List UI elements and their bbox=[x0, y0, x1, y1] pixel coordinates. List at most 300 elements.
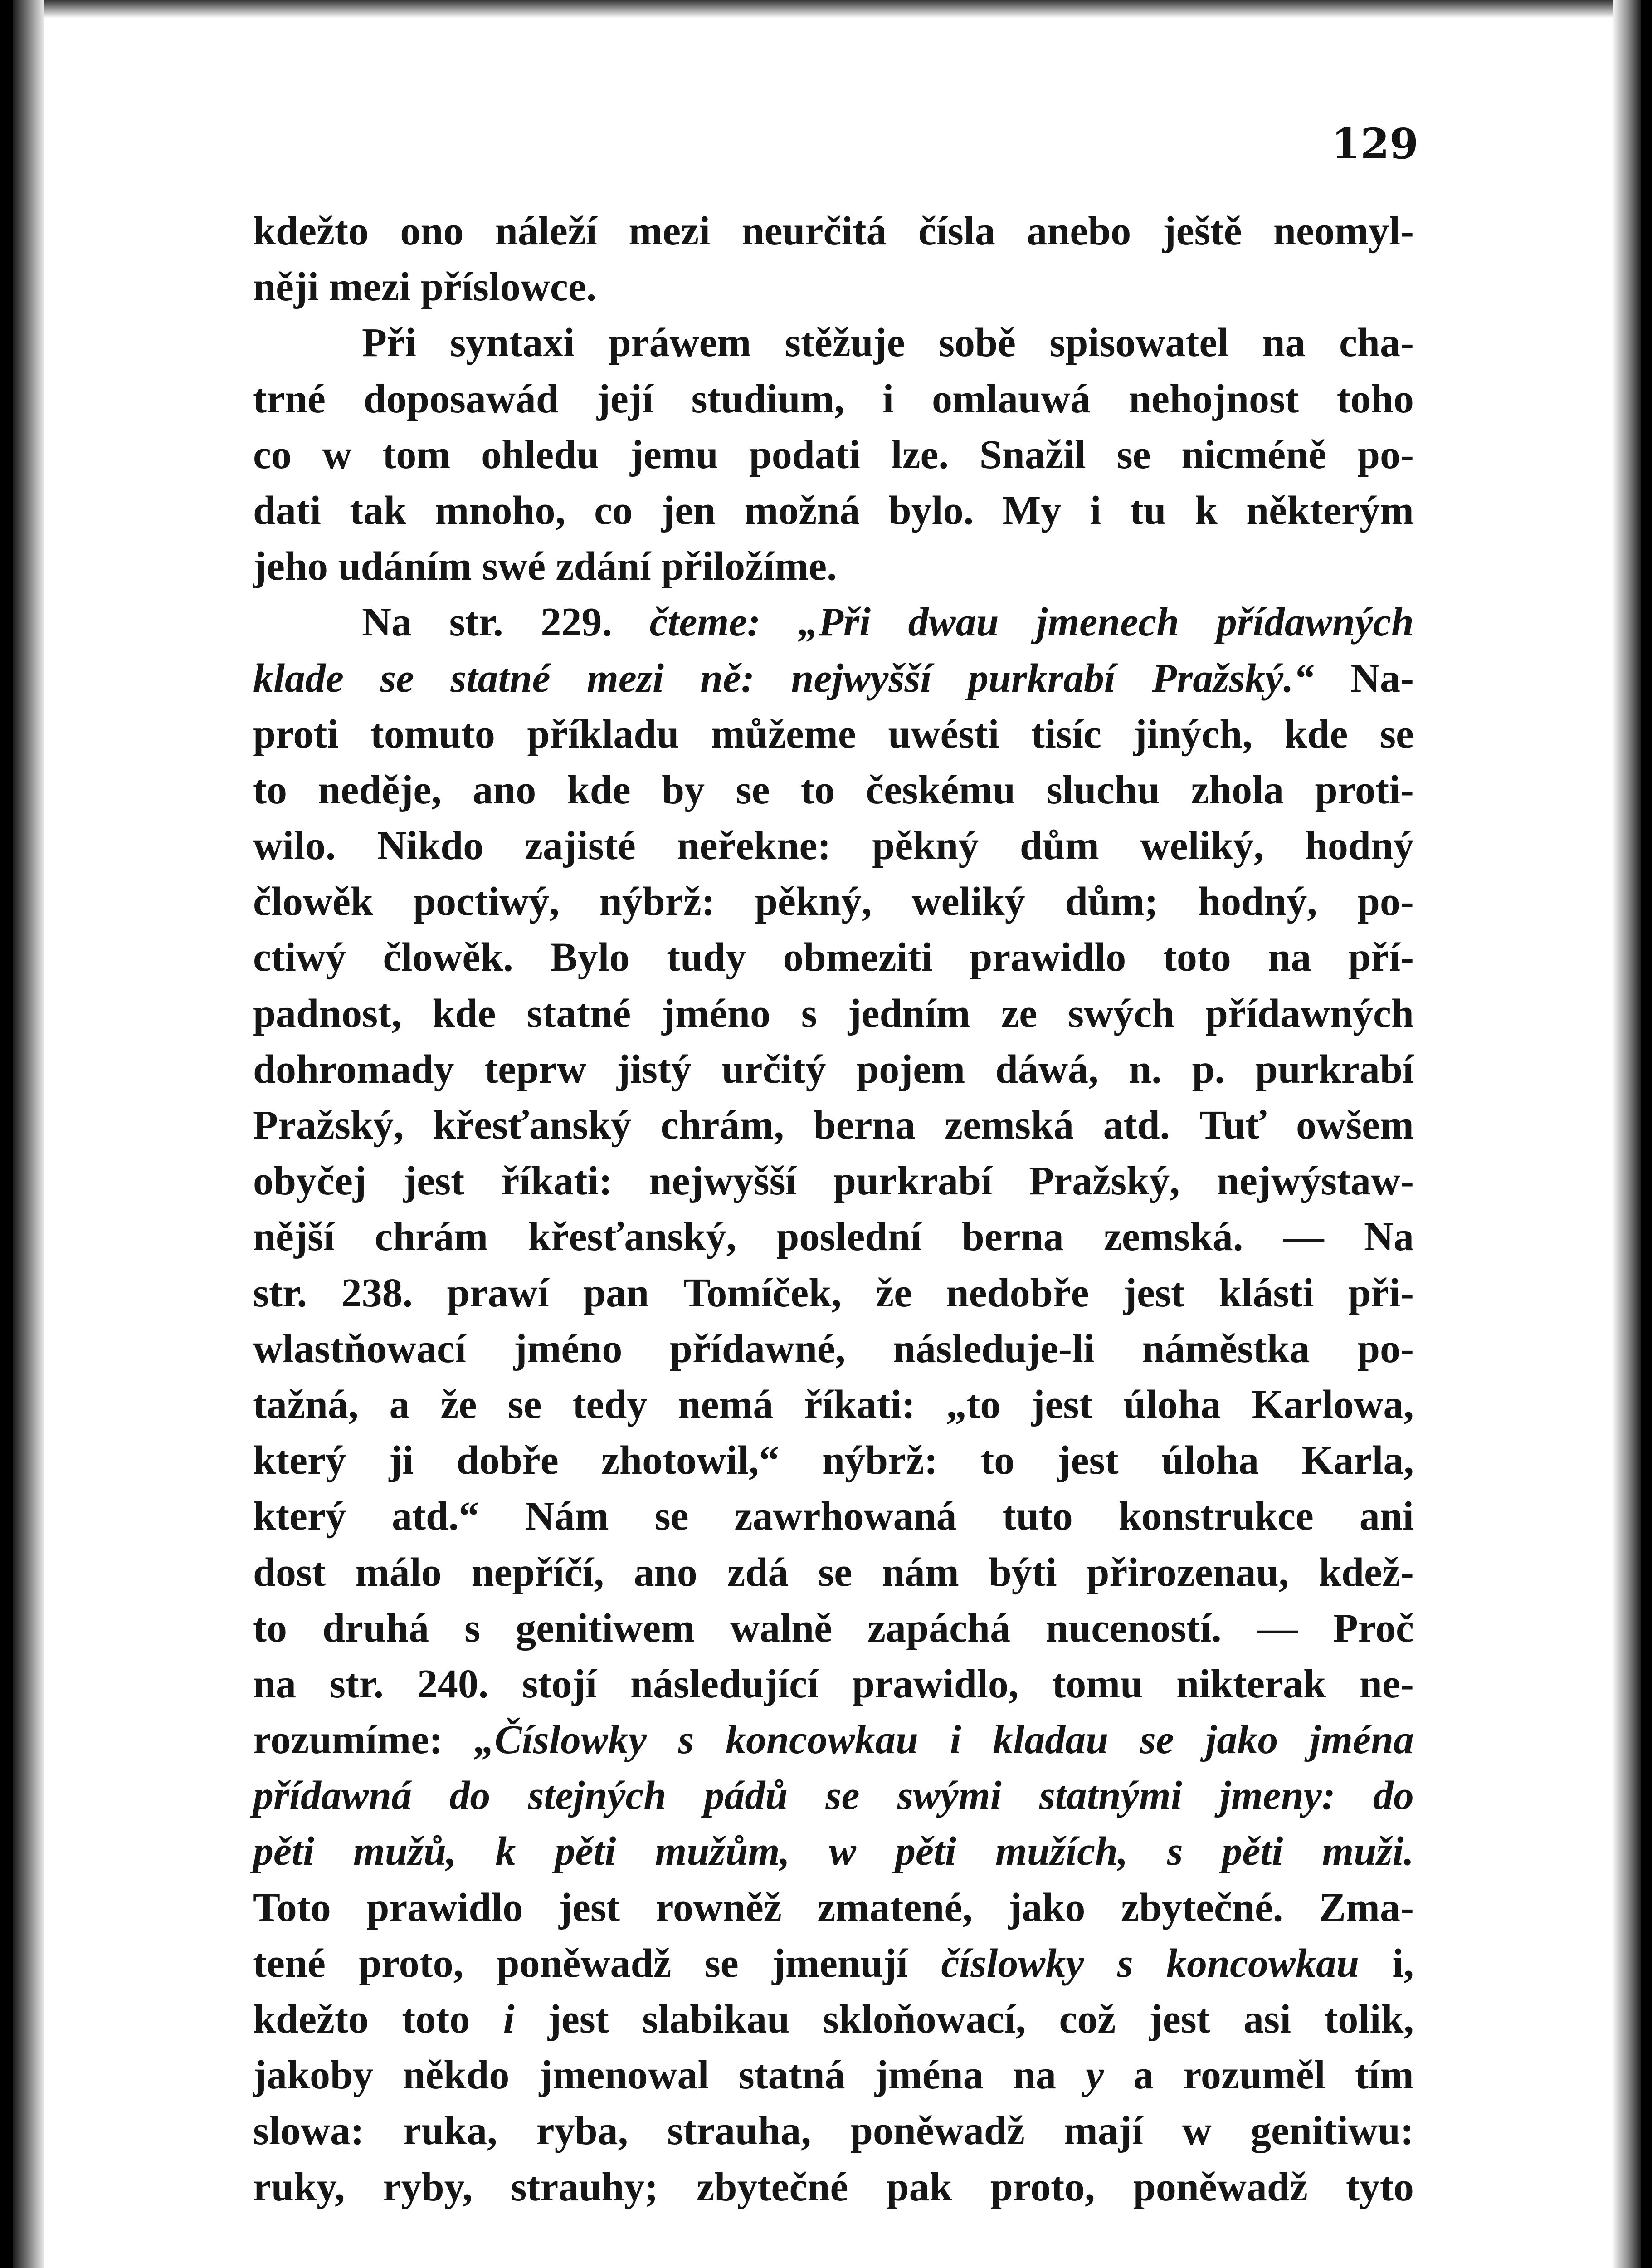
word: chrám bbox=[375, 1214, 488, 1260]
page-edge-left bbox=[13, 0, 44, 2268]
word: to bbox=[253, 767, 287, 812]
text-line bbox=[253, 483, 1414, 538]
word: na bbox=[1013, 2053, 1057, 2098]
word: stěžuje bbox=[785, 320, 905, 366]
word: zdá bbox=[727, 1549, 789, 1595]
word: berna bbox=[813, 1103, 916, 1148]
word: proto, bbox=[990, 2164, 1095, 2209]
word: nýbrž: bbox=[822, 1438, 938, 1483]
word: statnými bbox=[1039, 1773, 1182, 1818]
word: určitý bbox=[721, 1046, 826, 1092]
word: ruky, bbox=[253, 2164, 345, 2209]
text-line bbox=[253, 594, 1414, 650]
scanned-page bbox=[13, 0, 1641, 2268]
text-line bbox=[253, 762, 1414, 818]
word: prawidlo, bbox=[852, 1661, 1019, 1706]
word: jest bbox=[547, 1997, 609, 2042]
word: Tomíček, bbox=[683, 1270, 842, 1315]
word: pěti bbox=[253, 1829, 314, 1874]
word: atd. bbox=[1103, 1103, 1170, 1148]
word: asi bbox=[1243, 1997, 1291, 2042]
text-line bbox=[253, 427, 1414, 483]
word: Zma- bbox=[1319, 1885, 1414, 1930]
word: Snažil bbox=[979, 432, 1086, 477]
word: Proč bbox=[1333, 1605, 1414, 1651]
word: ono bbox=[400, 209, 464, 254]
word: práwem bbox=[608, 320, 751, 366]
word: poněwadž bbox=[850, 2108, 1025, 2154]
word: jedním bbox=[848, 991, 970, 1036]
word: dům; bbox=[1065, 879, 1158, 924]
word: konstrukce bbox=[1118, 1494, 1314, 1539]
word: přídawných bbox=[1205, 991, 1414, 1036]
word: wilo. bbox=[253, 823, 336, 869]
word: nejwýstaw- bbox=[1217, 1158, 1414, 1204]
text-line bbox=[253, 538, 1414, 594]
text-line bbox=[253, 929, 1414, 985]
page-edge-top bbox=[13, 0, 1641, 18]
word: tak bbox=[350, 488, 407, 533]
word: jiných, bbox=[1133, 711, 1252, 757]
word: proti bbox=[253, 711, 339, 757]
word: přirozenau, bbox=[1087, 1549, 1289, 1595]
word: prawidlo bbox=[970, 935, 1126, 980]
word: slowa: bbox=[253, 2108, 364, 2154]
word: statné bbox=[526, 991, 631, 1036]
word: na bbox=[1262, 320, 1306, 366]
word: Pražský, bbox=[1029, 1158, 1180, 1204]
word: ohledu bbox=[481, 432, 599, 477]
page-edge-right bbox=[1613, 0, 1641, 2268]
word: poslední bbox=[776, 1214, 922, 1260]
word: poněwadž bbox=[497, 1941, 672, 1986]
word: s bbox=[1117, 1941, 1133, 1986]
word: jest bbox=[1057, 1438, 1119, 1483]
word: to bbox=[253, 1605, 287, 1651]
word: Pražský.“ bbox=[1152, 655, 1314, 701]
word: tolik, bbox=[1324, 1997, 1414, 2042]
word: jmenují bbox=[772, 1941, 908, 1986]
word: přídawná bbox=[253, 1773, 412, 1818]
word: strauha, bbox=[667, 2108, 811, 2154]
word: uwésti bbox=[888, 711, 999, 757]
text-line bbox=[253, 1991, 1414, 2047]
word: po- bbox=[1357, 879, 1414, 924]
word: který bbox=[253, 1438, 346, 1483]
word: na bbox=[1268, 935, 1311, 980]
word: trné bbox=[253, 376, 326, 421]
word: proto, bbox=[359, 1941, 464, 1986]
word: se bbox=[704, 1941, 739, 1986]
word: úloha bbox=[1161, 1438, 1259, 1483]
word: pěkný bbox=[872, 823, 979, 869]
word: člowěk. bbox=[383, 935, 513, 980]
word: přídawných bbox=[1216, 600, 1414, 645]
word: někdo bbox=[403, 2053, 510, 2098]
word: přiložíme. bbox=[661, 544, 837, 589]
word: sobě bbox=[938, 320, 1016, 366]
word: křesťanský, bbox=[528, 1214, 736, 1260]
word: „Při bbox=[798, 600, 871, 645]
word: ji bbox=[389, 1438, 414, 1483]
word: Toto bbox=[253, 1885, 331, 1930]
word: nemá bbox=[678, 1382, 774, 1427]
word: hodný bbox=[1305, 823, 1414, 869]
word: s bbox=[801, 991, 817, 1036]
word: málo bbox=[355, 1549, 442, 1595]
word: koncowkau bbox=[725, 1717, 919, 1763]
word: křesťanský bbox=[433, 1103, 632, 1148]
word: při- bbox=[1348, 1270, 1414, 1315]
word: se bbox=[736, 767, 770, 812]
word: k bbox=[495, 1829, 516, 1874]
word: i bbox=[882, 376, 894, 421]
word: rowněž bbox=[655, 1885, 782, 1930]
word: přídawné, bbox=[669, 1326, 846, 1371]
text-line bbox=[253, 2047, 1414, 2103]
word: bylo. bbox=[888, 488, 974, 533]
word: zmatené, bbox=[817, 1885, 973, 1930]
word: proti- bbox=[1315, 767, 1414, 812]
word: tom bbox=[382, 432, 451, 477]
word: jest bbox=[1149, 1997, 1210, 2042]
word: Nikdo bbox=[377, 823, 484, 869]
word: jeho bbox=[253, 544, 328, 589]
word: obmeziti bbox=[783, 935, 933, 980]
word: 240. bbox=[417, 1661, 489, 1706]
word: i bbox=[503, 1997, 515, 2042]
word: prawidlo bbox=[366, 1885, 523, 1930]
word: mužům, bbox=[655, 1829, 790, 1874]
word: se bbox=[507, 1382, 542, 1427]
word: tomu bbox=[1052, 1661, 1143, 1706]
word: kladau bbox=[993, 1717, 1109, 1763]
text-line bbox=[253, 1936, 1414, 1991]
word: se bbox=[1116, 432, 1151, 477]
word: ještě bbox=[1162, 209, 1242, 254]
word: zemská. bbox=[1103, 1214, 1243, 1260]
word: hodný, bbox=[1198, 879, 1317, 924]
word: neřekne: bbox=[677, 823, 831, 869]
word: náměstka bbox=[1142, 1326, 1310, 1371]
word: zdání bbox=[556, 544, 651, 589]
word: neomyl- bbox=[1273, 209, 1414, 254]
word: statné bbox=[450, 655, 551, 701]
word: pěti bbox=[895, 1829, 956, 1874]
word: omlauwá bbox=[932, 376, 1091, 421]
word: str. bbox=[253, 1270, 307, 1315]
word: příslowce. bbox=[420, 264, 597, 310]
word: jako bbox=[1008, 1885, 1086, 1930]
word: pří- bbox=[1348, 935, 1414, 980]
word: Karla, bbox=[1301, 1438, 1414, 1483]
word: následuje-li bbox=[892, 1326, 1095, 1371]
word: ze bbox=[1001, 991, 1038, 1036]
word: nepříčí, bbox=[471, 1549, 604, 1595]
word: tedy bbox=[572, 1382, 648, 1427]
word: druhá bbox=[322, 1605, 429, 1651]
text-line bbox=[253, 1265, 1414, 1321]
word: do bbox=[1373, 1773, 1414, 1818]
word: s bbox=[1167, 1829, 1183, 1874]
word: y bbox=[1086, 2053, 1104, 2098]
word: i bbox=[950, 1717, 961, 1763]
word: syntaxi bbox=[450, 320, 575, 366]
word: nicméně bbox=[1181, 432, 1327, 477]
word: mužích, bbox=[995, 1829, 1128, 1874]
word: pan bbox=[583, 1270, 649, 1315]
word: dohromady bbox=[253, 1046, 454, 1092]
word: se bbox=[1140, 1717, 1174, 1763]
word: že bbox=[876, 1270, 912, 1315]
word: ruka, bbox=[403, 2108, 497, 2154]
word: možná bbox=[744, 488, 860, 533]
word: jest bbox=[1123, 1270, 1184, 1315]
word: dobře bbox=[456, 1438, 559, 1483]
word: kde bbox=[432, 991, 496, 1036]
text-line bbox=[253, 2159, 1414, 2215]
word: tisíc bbox=[1031, 711, 1101, 757]
word: a bbox=[389, 1382, 410, 1427]
text-line bbox=[253, 1432, 1414, 1488]
word: nejwyšší bbox=[649, 1158, 797, 1204]
word: zhotowil,“ bbox=[601, 1438, 780, 1483]
word: genitiwu: bbox=[1250, 2108, 1414, 2154]
word: jméno bbox=[662, 991, 770, 1036]
word: purkrabí bbox=[1255, 1046, 1414, 1092]
text-line bbox=[253, 371, 1414, 427]
word: dwau bbox=[908, 600, 999, 645]
word: w bbox=[1182, 2108, 1212, 2154]
word: některým bbox=[1246, 488, 1414, 533]
word: pěkný, bbox=[755, 879, 872, 924]
word: mezi bbox=[629, 209, 711, 254]
text-line bbox=[253, 1712, 1414, 1768]
text-line bbox=[253, 1823, 1414, 1879]
word: w bbox=[829, 1829, 857, 1874]
word: i, bbox=[1392, 1941, 1414, 1986]
word: nedobře bbox=[946, 1270, 1089, 1315]
word: čteme: bbox=[649, 600, 761, 645]
word: jména bbox=[874, 2053, 984, 2098]
word: statná bbox=[738, 2053, 845, 2098]
word: „to bbox=[946, 1382, 1001, 1427]
word: nehojnost bbox=[1128, 376, 1299, 421]
word: zhola bbox=[1191, 767, 1284, 812]
word: Karlowa, bbox=[1252, 1382, 1414, 1427]
text-line bbox=[253, 203, 1414, 259]
word: chrám, bbox=[660, 1103, 784, 1148]
word: udáním bbox=[338, 544, 472, 589]
word: rozuměl bbox=[1183, 2053, 1325, 2098]
word: koncowkau bbox=[1166, 1941, 1360, 1986]
word: jmeny: bbox=[1219, 1773, 1335, 1818]
word: tažná, bbox=[253, 1382, 359, 1427]
word: ryba, bbox=[536, 2108, 629, 2154]
word: jest bbox=[559, 1885, 620, 1930]
text-line bbox=[253, 315, 1414, 371]
word: člowěk bbox=[253, 879, 373, 924]
word: do bbox=[449, 1773, 491, 1818]
word: dům bbox=[1019, 823, 1099, 869]
text-line bbox=[253, 1321, 1414, 1377]
word: dati bbox=[253, 488, 322, 533]
word: strauhy; bbox=[511, 2164, 658, 2209]
text-line bbox=[253, 1041, 1414, 1097]
word: kdežto bbox=[253, 209, 369, 254]
word: říkati: bbox=[804, 1382, 916, 1427]
word: mužů, bbox=[353, 1829, 457, 1874]
word: tu bbox=[1130, 488, 1166, 533]
word: náleží bbox=[495, 209, 597, 254]
word: My bbox=[1002, 488, 1062, 533]
text-line bbox=[253, 1377, 1414, 1432]
word: kde bbox=[567, 767, 631, 812]
text-line bbox=[253, 986, 1414, 1041]
word: zbytečné bbox=[696, 2164, 848, 2209]
word: a bbox=[1133, 2053, 1154, 2098]
word: nám bbox=[882, 1549, 959, 1595]
word: na bbox=[253, 1661, 297, 1706]
word: nejwyšší bbox=[791, 655, 932, 701]
word: klade bbox=[253, 655, 344, 701]
word: k bbox=[1194, 488, 1218, 533]
word: slabikau bbox=[642, 1997, 790, 2042]
word: doposawád bbox=[363, 376, 559, 421]
word: berna bbox=[961, 1214, 1064, 1260]
word: tudy bbox=[667, 935, 746, 980]
text-line bbox=[253, 706, 1414, 762]
word: purkrabí bbox=[833, 1158, 993, 1204]
word: nější bbox=[253, 1214, 335, 1260]
word: podati bbox=[749, 432, 860, 477]
word: padnost, bbox=[253, 991, 402, 1036]
word: se bbox=[818, 1549, 853, 1595]
text-line bbox=[253, 818, 1414, 874]
word: wlastňowací bbox=[253, 1326, 466, 1371]
word: zajisté bbox=[524, 823, 636, 869]
word: jméno bbox=[513, 1326, 623, 1371]
word: str. bbox=[449, 600, 503, 645]
text-line bbox=[253, 259, 1414, 315]
word: sluchu bbox=[1046, 767, 1160, 812]
word: ctiwý bbox=[253, 935, 346, 980]
word: říkati: bbox=[501, 1158, 613, 1204]
word: jmenech bbox=[1036, 600, 1179, 645]
text-line bbox=[253, 1600, 1414, 1656]
word: neděje, bbox=[318, 767, 442, 812]
word: genitiwem bbox=[516, 1605, 695, 1651]
word: něji bbox=[253, 264, 319, 310]
word: pak bbox=[886, 2164, 952, 2209]
word: swé bbox=[482, 544, 546, 589]
word: spisowatel bbox=[1049, 320, 1229, 366]
word: se bbox=[380, 655, 414, 701]
word: swých bbox=[1068, 991, 1175, 1036]
word: mezi bbox=[329, 264, 411, 310]
word: poněwadž bbox=[1133, 2164, 1308, 2209]
word: ne- bbox=[1359, 1661, 1414, 1706]
word: číslowky bbox=[941, 1941, 1084, 1986]
word: který bbox=[253, 1494, 346, 1539]
text-line bbox=[253, 1768, 1414, 1823]
word: Bylo bbox=[550, 935, 630, 980]
word: pěti bbox=[555, 1829, 616, 1874]
word: owšem bbox=[1296, 1103, 1414, 1148]
word: weliký bbox=[911, 879, 1025, 924]
word: i bbox=[1090, 488, 1101, 533]
word: nikterak bbox=[1176, 1661, 1326, 1706]
word: což bbox=[1059, 1997, 1116, 2042]
word: Pražský, bbox=[253, 1103, 404, 1148]
word: zawrhowaná bbox=[734, 1494, 957, 1539]
word: nýbrž: bbox=[599, 879, 715, 924]
word: tuto bbox=[1002, 1494, 1073, 1539]
text-line bbox=[253, 1097, 1414, 1153]
word: — bbox=[1257, 1605, 1298, 1651]
body-text bbox=[253, 203, 1414, 2215]
word: se bbox=[1380, 711, 1414, 757]
word: kde bbox=[1284, 711, 1348, 757]
word: „Číslowky bbox=[474, 1717, 647, 1763]
word: jest bbox=[403, 1158, 465, 1204]
word: dáwá, bbox=[995, 1046, 1099, 1092]
word: Na bbox=[362, 600, 412, 645]
word: lze. bbox=[891, 432, 949, 477]
word: teprw bbox=[484, 1046, 587, 1092]
text-line bbox=[253, 650, 1414, 706]
word: 229. bbox=[541, 600, 612, 645]
word: s bbox=[464, 1605, 481, 1651]
word: mají bbox=[1063, 2108, 1143, 2154]
word: — bbox=[1283, 1214, 1324, 1260]
word: jakoby bbox=[253, 2053, 374, 2098]
word: jemu bbox=[630, 432, 718, 477]
word: stejných bbox=[528, 1773, 667, 1818]
word: mezi bbox=[586, 655, 664, 701]
word: prawí bbox=[447, 1270, 549, 1315]
word: co bbox=[594, 488, 633, 533]
text-line bbox=[253, 1656, 1414, 1712]
word: p. bbox=[1192, 1046, 1225, 1092]
word: atd.“ bbox=[391, 1494, 479, 1539]
word: toho bbox=[1336, 376, 1414, 421]
word: že bbox=[440, 1382, 477, 1427]
word: zemská bbox=[945, 1103, 1074, 1148]
word: poctiwý, bbox=[413, 879, 560, 924]
word: Na bbox=[1364, 1214, 1414, 1260]
word: Tuť bbox=[1199, 1103, 1267, 1148]
word: se bbox=[825, 1773, 860, 1818]
word: ano bbox=[634, 1549, 697, 1595]
word: cha- bbox=[1339, 320, 1414, 366]
word: můžeme bbox=[711, 711, 856, 757]
word: co bbox=[253, 432, 292, 477]
word: toto bbox=[402, 1997, 470, 2042]
word: swými bbox=[897, 1773, 1002, 1818]
word: zapáchá bbox=[867, 1605, 1011, 1651]
word: by bbox=[662, 767, 705, 812]
word: nuceností. bbox=[1046, 1605, 1222, 1651]
word: úloha bbox=[1123, 1382, 1221, 1427]
word: ryby, bbox=[383, 2164, 473, 2209]
word: následující bbox=[630, 1661, 819, 1706]
text-line bbox=[253, 1880, 1414, 1936]
word: jako bbox=[1205, 1717, 1278, 1763]
word: weliký, bbox=[1140, 823, 1264, 869]
text-line bbox=[253, 1488, 1414, 1544]
word: tím bbox=[1355, 2053, 1414, 2098]
